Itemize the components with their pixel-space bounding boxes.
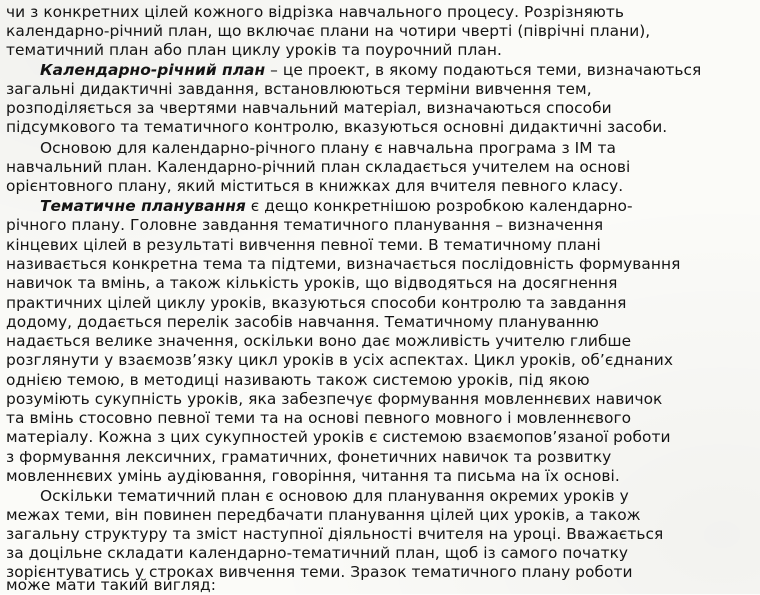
text-line: загальну структуру та зміст наступної діяльності вчителя на уроці. Вважається [6,525,664,543]
term-calendar-plan: Календарно-річний план [40,61,266,79]
text-line: навичок та вмінь, а також кількість уроків, що відводяться на досягнення [6,274,618,292]
text-line: загальні дидактичні завдання, встановлюються терміни вивчення тем, [6,80,592,98]
calendar-plan-definition-line [40,61,701,80]
text-line: надається велике значення, оскільки воно дає можливість учителю глибше [6,332,632,350]
text-line: може мати такий вигляд: [6,576,216,594]
text-line: є дещо конкретнішою розробкою календарно- [245,197,633,215]
text-line: розглянути у взаємозв’язку цикл уроків в усіх аспектах. Цикл уроків, об’єднаних [6,351,673,369]
text-line: кінцевих цілей в результаті вивчення певної теми. В тематичному плані [6,236,601,254]
text-line: розуміють сукупність уроків, яка забезпечує формування мовленнєвих навичок [6,390,663,408]
text-line: навчальний план. Календарно-річний план складається учителем на основі [6,158,631,176]
text-line: тематичний план або план циклу уроків та поурочний план. [6,41,502,59]
text-line: додому, додається перелік засобів навчання. Тематичному плануванню [6,313,599,331]
text-line: річного плану. Головне завдання тематичного планування – визначення [6,216,604,234]
text-line: однією темою, в методиці називають також системою уроків, під якою [6,371,590,389]
text-line: – це проект, в якому подаються теми, визначаються [265,61,702,79]
text-line: практичних цілей циклу уроків, вказуються способи контролю та завдання [6,294,627,312]
text-line: зорієнтуватись у строках вивчення теми. Зразок тематичного плану роботи [6,563,633,581]
text-line: межах теми, він повинен передбачати планування цілей цих уроків, а також [6,506,641,524]
text-line: матеріалу. Кожна з цих сукупностей уроків є системою взаємопов’язаної роботи [6,428,671,446]
text-line: календарно-річний план, що включає плани на чотири чверті (піврічні плани), [6,22,651,40]
text-line: за доцільне складати календарно-тематичний план, щоб із самого початку [6,544,629,562]
text-line: з формування лексичних, граматичних, фонетичних навичок та розвитку [6,448,612,466]
term-thematic-planning: Тематичне планування [40,197,246,215]
text-line: розподіляється за чвертями навчальний матеріал, визначаються способи [6,99,612,117]
text-line: орієнтовного плану, який міститься в книжках для вчителя певного класу. [6,177,624,195]
text-line: підсумкового та тематичного контролю, вказуються основні дидактичні засоби. [6,118,668,136]
text-line: називається конкретна тема та підтеми, визначається послідовність формування [6,255,681,273]
text-line: мовленнєвих умінь аудіювання, говоріння, читання та письма на їх основі. [6,467,620,485]
text-line: Оскільки тематичний план є основою для планування окремих уроків у [40,487,629,505]
thematic-planning-definition-line [40,197,633,216]
text-line: Основою для календарно-річного плану є навчальна програма з ІМ та [40,139,617,157]
text-line: та вмінь стосовно певної теми та на основі певного мовного і мовленнєвого [6,409,632,427]
text-line: чи з конкретних цілей кожного відрізка навчального процесу. Розрізняють [6,3,625,21]
